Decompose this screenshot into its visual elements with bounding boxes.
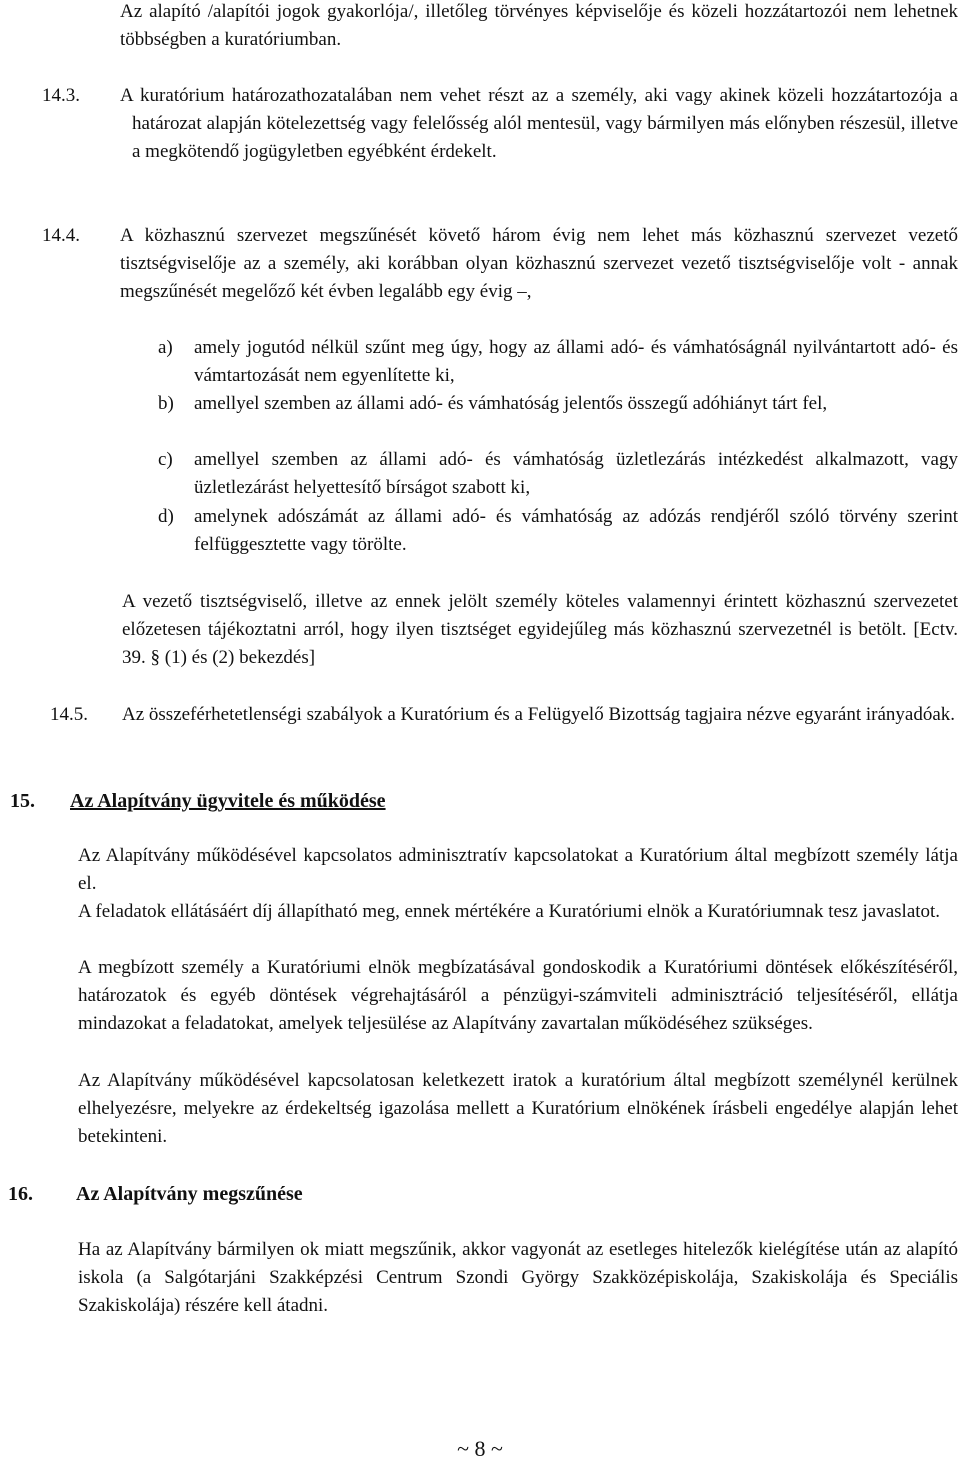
section-title: Az Alapítvány ügyvitele és működése [70,790,386,812]
section-14-4 [42,222,958,306]
section-16-paragraph: Ha az Alapítvány bármilyen ok miatt megszűnik, akkor vagyonát az esetleges hitelezők kielégítése után az alapító iskola (a Salgótarjáni Szakképzési Centrum Szondi György Szakközépiskolája, Szakiskolája és Speciális Szakiskolája) részére kell átadni. [78,1239,958,1316]
intro-paragraph: Az alapító /alapítói jogok gyakorlója/, illetőleg törvényes képviselője és közeli hozzátartozói nem lehetnek többségben a kuratóriumban. [120,1,958,50]
section-14-4-note: A vezető tisztségviselő, illetve az ennek jelölt személy köteles valamennyi érintett közhasznú szervezetet előzetesen tájékoztatni arról, hogy ilyen tisztséget egyidejűleg más közhasznú szervezetnél is betölt. [Ectv. 39. § (1) és (2) bekezdés] [122,591,958,668]
section-15-paragraph: A megbízott személy a Kuratóriumi elnök megbízatásával gondoskodik a Kuratóriumi döntések előkészítéséről, határozatok és egyéb döntések végrehajtásáról a pénzügyi-számviteli adminisztráció teljesítéséről, ellátja mindazokat a feladatokat, amelyek teljesülése az Alapítvány zavartalan működéséhez szükséges. [78,957,958,1034]
list-item [158,503,958,559]
section-14-3 [42,82,958,166]
list-label: c) [158,449,173,470]
list-text: amellyel szemben az állami adó- és vámhatóság üzletlezárás intézkedést alkalmazott, vagy üzletlezárást helyettesítő bírságot szabott ki, [194,449,958,498]
section-15-paragraph: A feladatok ellátásáért díj állapítható meg, ennek mértékére a Kuratóriumi elnök a Kuratóriumnak tesz javaslatot. [78,901,941,922]
list-label: a) [158,337,173,358]
section-number: 15. [10,790,35,812]
section-text: A kuratórium határozathozatalában nem vehet részt az a személy, aki vagy akinek közeli hozzátartozója a határozat alapján kötelezettség vagy felelősség alól mentesül, vagy bármilyen más előnyben részesül, illetve a megkötendő jogügyletben egyébként érdekelt. [120,85,958,162]
list-label: d) [158,506,174,527]
page-number: ~ 8 ~ [457,1436,503,1461]
section-15-paragraph: Az Alapítvány működésével kapcsolatos adminisztratív kapcsolatokat a Kuratórium által megbízott személy látja el. [78,845,958,894]
list-item [158,390,958,418]
list-text: amellyel szemben az állami adó- és vámhatóság jelentős összegű adóhiányt tárt fel, [194,393,828,414]
section-text: Az összeférhetetlenségi szabályok a Kuratórium és a Felügyelő Bizottság tagjaira nézve egyaránt irányadóak. [122,704,956,725]
list-text: amely jogutód nélkül szűnt meg úgy, hogy az állami adó- és vámhatóságnál nyilvántartott adó- és vámtartozását nem egyenlítette ki, [194,337,958,386]
list-label: b) [158,393,174,414]
section-title: Az Alapítvány megszűnése [76,1183,303,1205]
section-14-5 [50,701,958,729]
list-text: amelynek adószámát az állami adó- és vámhatóság az adózás rendjéről szóló törvény szerint felfüggesztette vagy törölte. [194,506,958,555]
section-text: A közhasznú szervezet megszűnését követő három évig nem lehet más közhasznú szervezet vezető tisztségviselője az a személy, aki korábban olyan közhasznú szervezet vezető tisztségviselője volt - annak megszűnését megelőző két évben legalább egy évig –, [120,225,958,302]
list-item [158,446,958,502]
section-number: 16. [8,1183,33,1205]
list-item [158,334,958,390]
section-number: 14.5. [50,704,88,725]
section-number: 14.3. [42,85,80,106]
section-15-paragraph: Az Alapítvány működésével kapcsolatosan keletkezett iratok a kuratórium által megbízott személynél kerülnek elhelyezésre, melyekre az érdekeltség igazolása mellett a Kuratórium elnökének írásbeli engedélye alapján lehet betekinteni. [78,1070,958,1147]
section-number: 14.4. [42,225,80,246]
